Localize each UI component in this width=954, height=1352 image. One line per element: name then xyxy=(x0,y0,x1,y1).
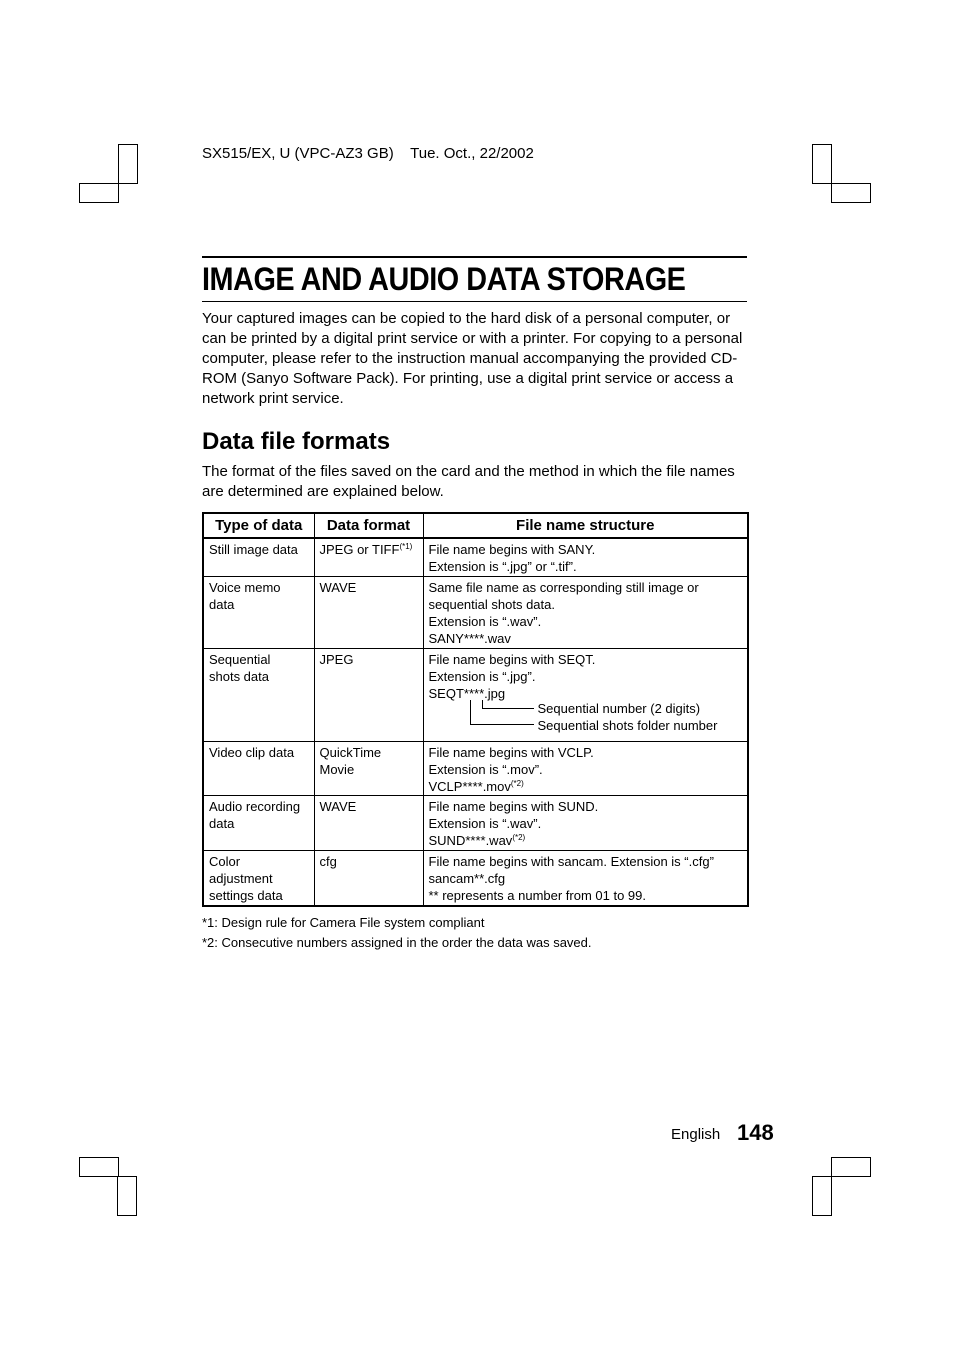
cell-text: Extension is “.wav”. xyxy=(428,815,542,831)
sequential-diagram xyxy=(429,685,743,735)
cell-text: data xyxy=(209,596,235,612)
cell-text xyxy=(320,541,418,558)
cell-text: WAVE xyxy=(319,579,357,595)
filename-pattern: VCLP****.mov xyxy=(428,778,511,794)
footnote-ref: (*2) xyxy=(510,778,524,788)
crop-mark xyxy=(812,144,832,184)
cell-text: QuickTime xyxy=(319,744,382,760)
cell-text: SEQT****.jpg xyxy=(428,685,506,701)
file-format-table xyxy=(202,512,749,907)
crop-mark xyxy=(831,1157,871,1177)
footnote-1: *1: Design rule for Camera File system compliant xyxy=(202,915,485,930)
cell-text: data xyxy=(209,815,235,831)
cell-text: Sequential xyxy=(209,651,271,667)
cell-text: Audio recording xyxy=(209,798,301,814)
crop-mark xyxy=(812,1176,832,1216)
cell-text xyxy=(429,778,743,795)
table-row xyxy=(203,648,748,741)
header-file-name-structure: File name structure xyxy=(423,513,748,538)
annotation-folder-number: Sequential shots folder number xyxy=(537,717,718,733)
cell-structure xyxy=(423,795,748,850)
annotation-sequential-number: Sequential number (2 digits) xyxy=(537,700,701,716)
page-number: 148 xyxy=(737,1120,774,1145)
cell-type xyxy=(203,795,314,850)
filename-pattern: SUND****.wav xyxy=(428,832,513,848)
crop-mark xyxy=(117,1176,137,1216)
cell-text: Same file name as corresponding still image or xyxy=(428,579,699,595)
cell-format xyxy=(314,795,423,850)
cell-type xyxy=(203,741,314,795)
cell-text: sancam**.cfg xyxy=(428,870,506,886)
footer-language: English xyxy=(671,1126,721,1143)
cell-text: Extension is “.wav”. xyxy=(428,613,542,629)
cell-type xyxy=(203,648,314,741)
crop-mark xyxy=(79,183,119,203)
cell-text: File name begins with SANY. xyxy=(428,542,596,557)
cell-structure xyxy=(423,538,748,576)
crop-mark xyxy=(831,183,871,203)
section-title: Data file formats xyxy=(202,428,391,455)
cell-structure xyxy=(423,576,748,648)
cell-text: Video clip data xyxy=(209,744,295,760)
header-date: Tue. Oct., 22/2002 xyxy=(410,145,534,162)
print-header xyxy=(202,145,534,162)
table-row xyxy=(203,538,748,576)
cell-structure xyxy=(423,741,748,795)
cell-format xyxy=(314,850,423,906)
title-rule-bottom xyxy=(202,301,747,302)
cell-text: JPEG xyxy=(319,651,354,667)
crop-mark xyxy=(118,144,138,184)
table-row xyxy=(203,741,748,795)
cell-text: Voice memo xyxy=(209,579,281,595)
cell-text: File name begins with SUND. xyxy=(428,798,599,814)
cell-type xyxy=(203,576,314,648)
table-header-row xyxy=(203,513,748,538)
cell-structure xyxy=(423,850,748,906)
cell-text: cfg xyxy=(319,853,337,869)
bracket-line xyxy=(470,700,534,725)
cell-format xyxy=(314,538,423,576)
cell-text: Extension is “.jpg” or “.tif”. xyxy=(428,559,577,574)
cell-text: adjustment xyxy=(209,870,273,886)
cell-text: Extension is “.jpg”. xyxy=(428,668,536,684)
cell-text: settings data xyxy=(209,887,283,903)
section-intro: The format of the files saved on the card and the method in which the file names are determined are explained below. xyxy=(202,463,735,500)
table-row xyxy=(203,850,748,906)
cell-structure xyxy=(423,648,748,741)
header-model: SX515/EX, U (VPC-AZ3 GB) xyxy=(202,145,394,162)
cell-format xyxy=(314,576,423,648)
cell-text: Movie xyxy=(319,761,355,777)
format-text: JPEG or TIFF xyxy=(319,542,400,557)
cell-text: SANY****.wav xyxy=(428,630,511,646)
table-row xyxy=(203,576,748,648)
cell-text: Color xyxy=(209,853,241,869)
footnote-ref: (*1) xyxy=(399,542,413,551)
table-row xyxy=(203,795,748,850)
cell-type xyxy=(203,538,314,576)
footnote-2: *2: Consecutive numbers assigned in the order the data was saved. xyxy=(202,935,592,950)
cell-text: Still image data xyxy=(209,542,298,557)
cell-text xyxy=(429,832,743,849)
cell-type xyxy=(203,850,314,906)
cell-text: WAVE xyxy=(319,798,357,814)
cell-text: sequential shots data. xyxy=(428,596,555,612)
cell-text: File name begins with SEQT. xyxy=(428,651,596,667)
header-data-format: Data format xyxy=(314,513,423,538)
crop-mark xyxy=(79,1157,119,1177)
cell-text: File name begins with VCLP. xyxy=(428,744,594,760)
footnote-ref: (*2) xyxy=(512,832,526,842)
cell-text: File name begins with sancam. Extension is “.cfg” xyxy=(428,853,714,869)
cell-text: shots data xyxy=(209,668,269,684)
intro-paragraph: Your captured images can be copied to the hard disk of a personal computer, or can be printed by a digital print service or with a printer. For copying to a personal computer, please refer to the instruction manual accompanying the provided CD-ROM (Sanyo Software Pack). For printing, use a digital print service or access a network print service. xyxy=(202,310,743,407)
cell-format xyxy=(314,741,423,795)
cell-format xyxy=(314,648,423,741)
cell-text: Extension is “.mov”. xyxy=(428,761,543,777)
page-title: IMAGE AND AUDIO DATA STORAGE xyxy=(202,261,686,297)
header-type-of-data: Type of data xyxy=(203,513,314,538)
cell-text: ** represents a number from 01 to 99. xyxy=(428,887,647,903)
